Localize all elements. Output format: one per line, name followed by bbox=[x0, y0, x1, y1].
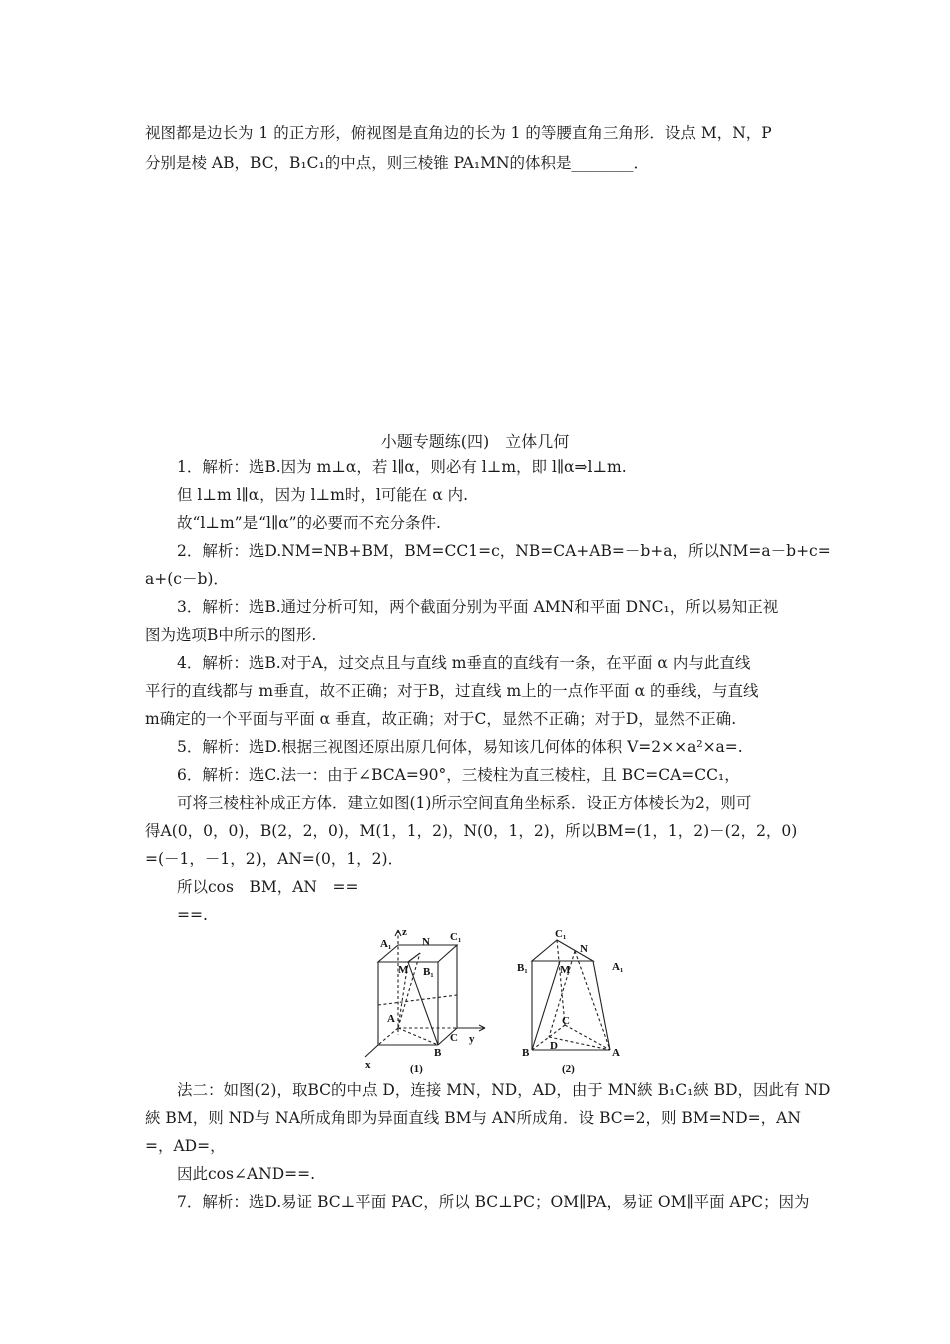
segment-AD bbox=[549, 1037, 610, 1050]
svg-text:N: N bbox=[422, 936, 430, 948]
answer-line: 5．解析：选D.根据三视图还原出原几何体，易知该几何体的体积 V=2××a²×a=. bbox=[177, 738, 743, 756]
answer-line: 所以cos BM，AN == bbox=[177, 878, 359, 896]
svg-text:N: N bbox=[580, 943, 588, 955]
x-axis bbox=[365, 1045, 378, 1057]
svg-text:C₁: C₁ bbox=[450, 931, 462, 943]
answer-line: 綊 BM，则 ND与 NA所成角即为异面直线 BM与 AN所成角．设 BC=2，则 BM=ND=，AN bbox=[145, 1109, 801, 1127]
svg-text:(1): (1) bbox=[410, 1063, 423, 1075]
svg-text:M: M bbox=[398, 964, 409, 976]
svg-text:B: B bbox=[522, 1047, 530, 1059]
segment-BM bbox=[532, 961, 560, 1050]
answer-line: 1．解析：选B.因为 m⊥α，若 l∥α，则必有 l⊥m，即 l∥α⇒l⊥m. bbox=[177, 458, 627, 476]
svg-text:y: y bbox=[469, 1033, 475, 1045]
answer-line: 因此cos∠AND==. bbox=[177, 1165, 316, 1183]
svg-text:A: A bbox=[387, 1013, 395, 1025]
answer-line: 平行的直线都与 m垂直，故不正确；对于B，过直线 m上的一点作平面 α 的垂线，与直线 bbox=[145, 682, 759, 700]
answer-line: =(－1，－1，2)，AN=(0，1，2)． bbox=[145, 850, 404, 868]
svg-text:B: B bbox=[434, 1047, 442, 1059]
svg-text:A₁: A₁ bbox=[380, 938, 392, 950]
hidden-edge bbox=[378, 995, 457, 1005]
problem-text-line-1: 视图都是边长为 1 的正方形，俯视图是直角边的长为 1 的等腰直角三角形．设点 M，N，P bbox=[145, 124, 772, 142]
answer-line: 可将三棱柱补成正方体．建立如图(1)所示空间直角坐标系．设正方体棱长为2，则可 bbox=[177, 794, 752, 812]
prism-edge bbox=[593, 961, 610, 1050]
answer-line: 法二：如图(2)，取BC的中点 D，连接 MN，ND，AD，由于 MN綊 B₁C₁綊 BD，因此有 ND bbox=[177, 1081, 831, 1099]
svg-text:M: M bbox=[560, 964, 571, 976]
svg-text:C: C bbox=[450, 1032, 458, 1044]
hidden-edge bbox=[557, 940, 565, 1025]
svg-text:x: x bbox=[365, 1059, 371, 1071]
cube-figure bbox=[365, 926, 485, 1075]
svg-text:(2): (2) bbox=[562, 1063, 575, 1075]
svg-text:B₁: B₁ bbox=[517, 962, 528, 974]
problem-text-line-2: 分别是棱 AB，BC，B₁C₁的中点，则三棱锥 PA₁MN的体积是________． bbox=[145, 154, 650, 172]
svg-text:D: D bbox=[550, 1040, 558, 1052]
answer-line: 4．解析：选B.对于A，过交点且与直线 m垂直的直线有一条，在平面 α 内与此直线 bbox=[177, 654, 751, 672]
svg-text:A: A bbox=[612, 1047, 620, 1059]
answer-line: m确定的一个平面与平面 α 垂直，故正确；对于C，显然不正确；对于D，显然不正确. bbox=[145, 710, 737, 728]
answer-line: 得A(0，0，0)，B(2，2，0)，M(1，1，2)，N(0，1，2)，所以BM=(1，1，2)－(2，2，0) bbox=[145, 822, 798, 840]
answer-line: ==. bbox=[177, 906, 208, 924]
segment-NA bbox=[575, 951, 610, 1050]
answer-line: =，AD=， bbox=[145, 1137, 226, 1155]
segment-AB bbox=[398, 1028, 438, 1045]
svg-text:C₁: C₁ bbox=[555, 928, 567, 940]
svg-text:C: C bbox=[562, 1015, 570, 1027]
svg-text:z: z bbox=[402, 926, 407, 938]
answer-line: 但 l⊥m l∥α，因为 l⊥m时，l可能在 α 内. bbox=[177, 486, 469, 504]
geometry-figure bbox=[350, 925, 640, 1075]
section-title: 小题专题练(四) 立体几何 bbox=[380, 432, 570, 451]
answer-line: 3．解析：选B.通过分析可知，两个截面分别为平面 AMN和平面 DNC₁，所以易知正视 bbox=[177, 598, 779, 616]
answer-line: 2．解析：选D.NM=NB+BM，BM=CC1=c，NB=CA+AB=－b+a，所以NM=a－b+c= bbox=[177, 542, 831, 560]
answer-line: 6．解析：选C.法一：由于∠BCA=90°，三棱柱为直三棱柱，且 BC=CA=CC₁， bbox=[177, 766, 740, 784]
answer-line: 故“l⊥m”是“l∥α”的必要而不充分条件. bbox=[177, 514, 441, 532]
answer-line: 7．解析：选D.易证 BC⊥平面 PAC，所以 BC⊥PC；OM∥PA，易证 OM∥平面 APC；因为 bbox=[177, 1193, 810, 1211]
answer-line: a+(c－b)． bbox=[145, 570, 229, 588]
answer-line: 图为选项B中所示的图形. bbox=[145, 626, 317, 644]
hidden-edge bbox=[565, 1025, 610, 1050]
hidden-edge bbox=[532, 1025, 565, 1050]
svg-text:B₁: B₁ bbox=[423, 966, 434, 978]
prism-figure bbox=[517, 928, 623, 1075]
hidden-edge bbox=[378, 1028, 398, 1045]
svg-text:A₁: A₁ bbox=[612, 961, 624, 973]
